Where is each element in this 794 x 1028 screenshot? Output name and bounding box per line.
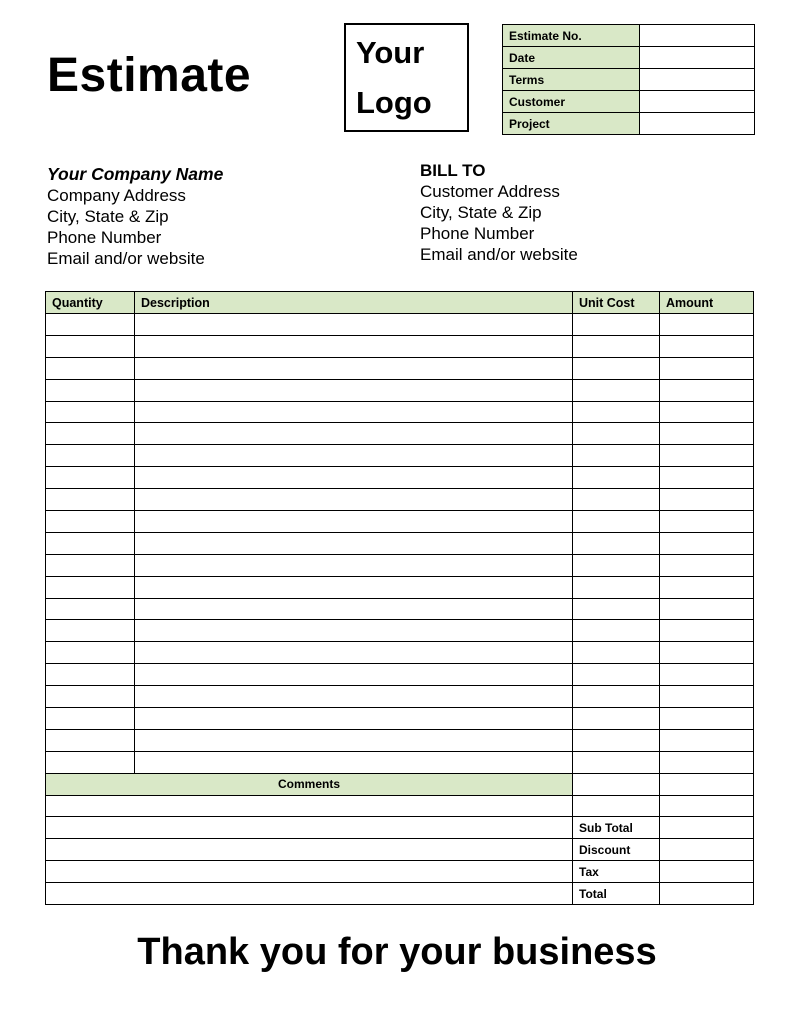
unit-cost-cell[interactable] (573, 598, 660, 620)
amount-cell[interactable] (660, 554, 754, 576)
quantity-cell[interactable] (46, 598, 135, 620)
table-row (46, 620, 754, 642)
meta-label: Project (503, 113, 640, 135)
bill-to-heading: BILL TO (420, 161, 486, 180)
table-row (46, 379, 754, 401)
amount-cell[interactable] (660, 642, 754, 664)
quantity-cell[interactable] (46, 335, 135, 357)
description-cell[interactable] (135, 598, 573, 620)
column-header-quantity: Quantity (46, 292, 135, 314)
description-cell[interactable] (135, 401, 573, 423)
quantity-cell[interactable] (46, 445, 135, 467)
table-row (46, 532, 754, 554)
tax-label: Tax (573, 861, 660, 883)
company-name: Your Company Name (47, 164, 224, 184)
terms-field[interactable] (640, 69, 755, 91)
unit-cost-cell[interactable] (573, 708, 660, 730)
column-header-amount: Amount (660, 292, 754, 314)
amount-cell[interactable] (660, 401, 754, 423)
amount-cell[interactable] (660, 576, 754, 598)
table-row (46, 357, 754, 379)
description-cell[interactable] (135, 357, 573, 379)
customer-address: Customer Address (420, 182, 560, 201)
unit-cost-cell[interactable] (573, 576, 660, 598)
description-cell[interactable] (135, 423, 573, 445)
quantity-cell[interactable] (46, 686, 135, 708)
comments-field[interactable] (46, 817, 573, 839)
unit-cost-cell[interactable] (573, 532, 660, 554)
quantity-cell[interactable] (46, 576, 135, 598)
customer-field[interactable] (640, 91, 755, 113)
comments-field[interactable] (46, 883, 573, 905)
unit-cost-cell[interactable] (573, 401, 660, 423)
unit-cost-cell[interactable] (573, 773, 660, 795)
company-phone: Phone Number (47, 228, 162, 247)
amount-cell[interactable] (660, 532, 754, 554)
description-cell[interactable] (135, 314, 573, 336)
table-row (46, 664, 754, 686)
customer-email: Email and/or website (420, 245, 578, 264)
amount-cell[interactable] (660, 598, 754, 620)
project-field[interactable] (640, 113, 755, 135)
unit-cost-cell[interactable] (573, 642, 660, 664)
table-row (46, 751, 754, 773)
unit-cost-cell[interactable] (573, 314, 660, 336)
meta-row-estimate-no (503, 25, 755, 47)
logo-text-line-1: Your (356, 35, 425, 70)
total-value[interactable] (660, 883, 754, 905)
amount-cell[interactable] (660, 379, 754, 401)
description-cell[interactable] (135, 554, 573, 576)
unit-cost-cell[interactable] (573, 511, 660, 533)
meta-label: Estimate No. (503, 25, 640, 47)
thank-you-message: Thank you for your business (137, 931, 657, 973)
table-row (46, 423, 754, 445)
table-header-row (46, 292, 754, 314)
amount-cell[interactable] (660, 357, 754, 379)
table-row (46, 335, 754, 357)
meta-row-customer (503, 91, 755, 113)
subtotal-value[interactable] (660, 817, 754, 839)
unit-cost-cell[interactable] (573, 795, 660, 817)
meta-row-project (503, 113, 755, 135)
meta-label: Customer (503, 91, 640, 113)
quantity-cell[interactable] (46, 642, 135, 664)
quantity-cell[interactable] (46, 554, 135, 576)
company-info (47, 164, 223, 269)
amount-cell[interactable] (660, 664, 754, 686)
table-row (46, 401, 754, 423)
meta-label: Date (503, 47, 640, 69)
amount-cell[interactable] (660, 751, 754, 773)
comments-header-row (46, 773, 754, 795)
description-cell[interactable] (135, 511, 573, 533)
unit-cost-cell[interactable] (573, 489, 660, 511)
table-row (46, 554, 754, 576)
unit-cost-cell[interactable] (573, 357, 660, 379)
description-cell[interactable] (135, 620, 573, 642)
document-title: Estimate (47, 49, 252, 102)
table-row (46, 642, 754, 664)
unit-cost-cell[interactable] (573, 423, 660, 445)
table-row (46, 686, 754, 708)
amount-cell[interactable] (660, 511, 754, 533)
company-address: Company Address (47, 186, 186, 205)
comments-field[interactable] (46, 795, 573, 817)
description-cell[interactable] (135, 532, 573, 554)
customer-phone: Phone Number (420, 224, 535, 243)
quantity-cell[interactable] (46, 423, 135, 445)
company-email: Email and/or website (47, 249, 205, 268)
total-row (46, 883, 754, 905)
logo-text-line-2: Logo (356, 85, 432, 120)
estimate-no-field[interactable] (640, 25, 755, 47)
total-label: Total (573, 883, 660, 905)
comments-row (46, 795, 754, 817)
quantity-cell[interactable] (46, 708, 135, 730)
quantity-cell[interactable] (46, 314, 135, 336)
estimate-meta-table (502, 24, 755, 135)
column-header-unit-cost: Unit Cost (573, 292, 660, 314)
table-row (46, 598, 754, 620)
description-cell[interactable] (135, 335, 573, 357)
tax-value[interactable] (660, 861, 754, 883)
amount-cell[interactable] (660, 489, 754, 511)
meta-row-date (503, 47, 755, 69)
description-cell[interactable] (135, 708, 573, 730)
unit-cost-cell[interactable] (573, 379, 660, 401)
description-cell[interactable] (135, 664, 573, 686)
description-cell[interactable] (135, 445, 573, 467)
amount-cell[interactable] (660, 314, 754, 336)
description-cell[interactable] (135, 379, 573, 401)
amount-cell[interactable] (660, 708, 754, 730)
quantity-cell[interactable] (46, 379, 135, 401)
logo-placeholder[interactable] (344, 23, 469, 132)
description-cell[interactable] (135, 751, 573, 773)
bill-to (420, 160, 578, 265)
meta-row-terms (503, 69, 755, 91)
unit-cost-cell[interactable] (573, 554, 660, 576)
amount-cell[interactable] (660, 795, 754, 817)
customer-city: City, State & Zip (420, 203, 542, 222)
date-field[interactable] (640, 47, 755, 69)
table-row (46, 511, 754, 533)
description-cell[interactable] (135, 642, 573, 664)
unit-cost-cell[interactable] (573, 620, 660, 642)
amount-cell[interactable] (660, 445, 754, 467)
meta-label: Terms (503, 69, 640, 91)
amount-cell[interactable] (660, 686, 754, 708)
company-city: City, State & Zip (47, 207, 169, 226)
unit-cost-cell[interactable] (573, 664, 660, 686)
quantity-cell[interactable] (46, 401, 135, 423)
quantity-cell[interactable] (46, 532, 135, 554)
amount-cell[interactable] (660, 773, 754, 795)
unit-cost-cell[interactable] (573, 751, 660, 773)
tax-row (46, 861, 754, 883)
quantity-cell[interactable] (46, 751, 135, 773)
table-row (46, 576, 754, 598)
comments-field[interactable] (46, 861, 573, 883)
discount-value[interactable] (660, 839, 754, 861)
quantity-cell[interactable] (46, 357, 135, 379)
quantity-cell[interactable] (46, 620, 135, 642)
quantity-cell[interactable] (46, 664, 135, 686)
amount-cell[interactable] (660, 467, 754, 489)
discount-row (46, 839, 754, 861)
unit-cost-cell[interactable] (573, 445, 660, 467)
discount-label: Discount (573, 839, 660, 861)
column-header-description: Description (135, 292, 573, 314)
amount-cell[interactable] (660, 335, 754, 357)
subtotal-row (46, 817, 754, 839)
unit-cost-cell[interactable] (573, 686, 660, 708)
amount-cell[interactable] (660, 729, 754, 751)
table-row (46, 489, 754, 511)
comments-label: Comments (46, 773, 573, 795)
amount-cell[interactable] (660, 423, 754, 445)
table-row (46, 314, 754, 336)
quantity-cell[interactable] (46, 467, 135, 489)
table-row (46, 467, 754, 489)
quantity-cell[interactable] (46, 729, 135, 751)
table-row (46, 708, 754, 730)
unit-cost-cell[interactable] (573, 335, 660, 357)
amount-cell[interactable] (660, 620, 754, 642)
description-cell[interactable] (135, 729, 573, 751)
unit-cost-cell[interactable] (573, 729, 660, 751)
table-row (46, 445, 754, 467)
description-cell[interactable] (135, 467, 573, 489)
description-cell[interactable] (135, 489, 573, 511)
description-cell[interactable] (135, 576, 573, 598)
line-items-table (45, 291, 754, 905)
unit-cost-cell[interactable] (573, 467, 660, 489)
comments-field[interactable] (46, 839, 573, 861)
quantity-cell[interactable] (46, 489, 135, 511)
table-row (46, 729, 754, 751)
subtotal-label: Sub Total (573, 817, 660, 839)
description-cell[interactable] (135, 686, 573, 708)
quantity-cell[interactable] (46, 511, 135, 533)
